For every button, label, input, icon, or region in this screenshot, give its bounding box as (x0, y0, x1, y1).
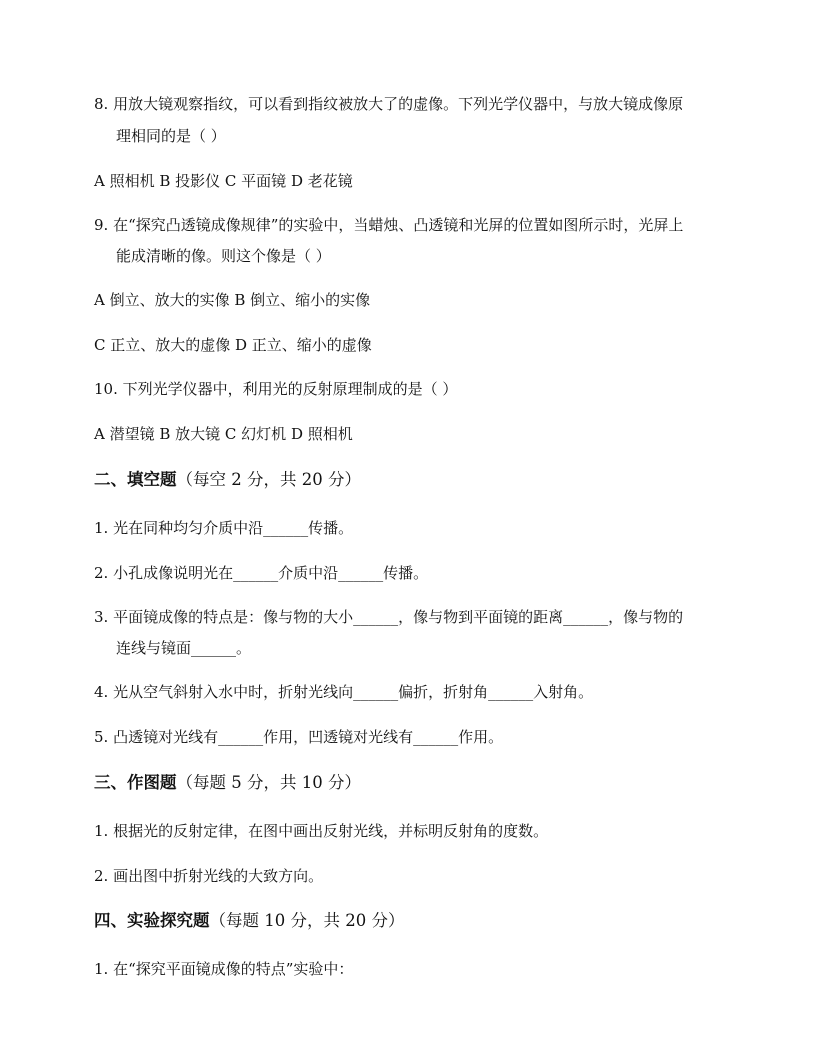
question-10-line-1: 10. 下列光学仪器中，利用光的反射原理制成的是（ ） (94, 380, 458, 398)
question-8-line-1: 8. 用放大镜观察指纹，可以看到指纹被放大了的虚像。下列光学仪器中，与放大镜成像原 (94, 95, 684, 113)
fill-item-1: 1. 光在同种均匀介质中沿______传播。 (94, 519, 354, 537)
question-9-options-1: A 倒立、放大的实像 B 倒立、缩小的实像 (94, 291, 371, 309)
question-9-line-2: 能成清晰的像。则这个像是（ ） (116, 247, 331, 265)
section-2-title: 二、填空题 (94, 470, 177, 489)
section-3-title: 三、作图题 (94, 773, 177, 792)
drawing-item-2: 2. 画出图中折射光线的大致方向。 (94, 867, 324, 885)
section-4-note: （每题 10 分，共 20 分） (209, 911, 405, 930)
question-8-line-2: 理相同的是（ ） (116, 127, 226, 145)
section-4-heading (94, 910, 404, 932)
section-4-title: 四、实验探究题 (94, 911, 210, 930)
question-9-options-2: C 正立、放大的虚像 D 正立、缩小的虚像 (94, 336, 372, 354)
section-2-heading (94, 469, 361, 491)
section-3-note: （每题 5 分，共 10 分） (176, 773, 361, 792)
fill-item-3-line-2: 连线与镜面______。 (116, 639, 252, 657)
drawing-item-1: 1. 根据光的反射定律，在图中画出反射光线，并标明反射角的度数。 (94, 822, 549, 840)
section-3-heading (94, 772, 361, 794)
fill-item-3-line-1: 3. 平面镜成像的特点是：像与物的大小______，像与物到平面镜的距离______，像与物的 (94, 608, 684, 626)
question-9-line-1: 9. 在“探究凸透镜成像规律”的实验中，当蜡烛、凸透镜和光屏的位置如图所示时，光屏上 (94, 216, 684, 234)
question-10-options: A 潜望镜 B 放大镜 C 幻灯机 D 照相机 (94, 425, 353, 443)
fill-item-4: 4. 光从空气斜射入水中时，折射光线向______偏折，折射角______入射角。 (94, 683, 594, 701)
experiment-item-1: 1. 在“探究平面镜成像的特点”实验中： (94, 960, 354, 978)
fill-item-2: 2. 小孔成像说明光在______介质中沿______传播。 (94, 564, 429, 582)
fill-item-5: 5. 凸透镜对光线有______作用，凹透镜对光线有______作用。 (94, 728, 504, 746)
section-2-note: （每空 2 分，共 20 分） (176, 470, 361, 489)
question-8-options: A 照相机 B 投影仪 C 平面镜 D 老花镜 (94, 172, 353, 190)
